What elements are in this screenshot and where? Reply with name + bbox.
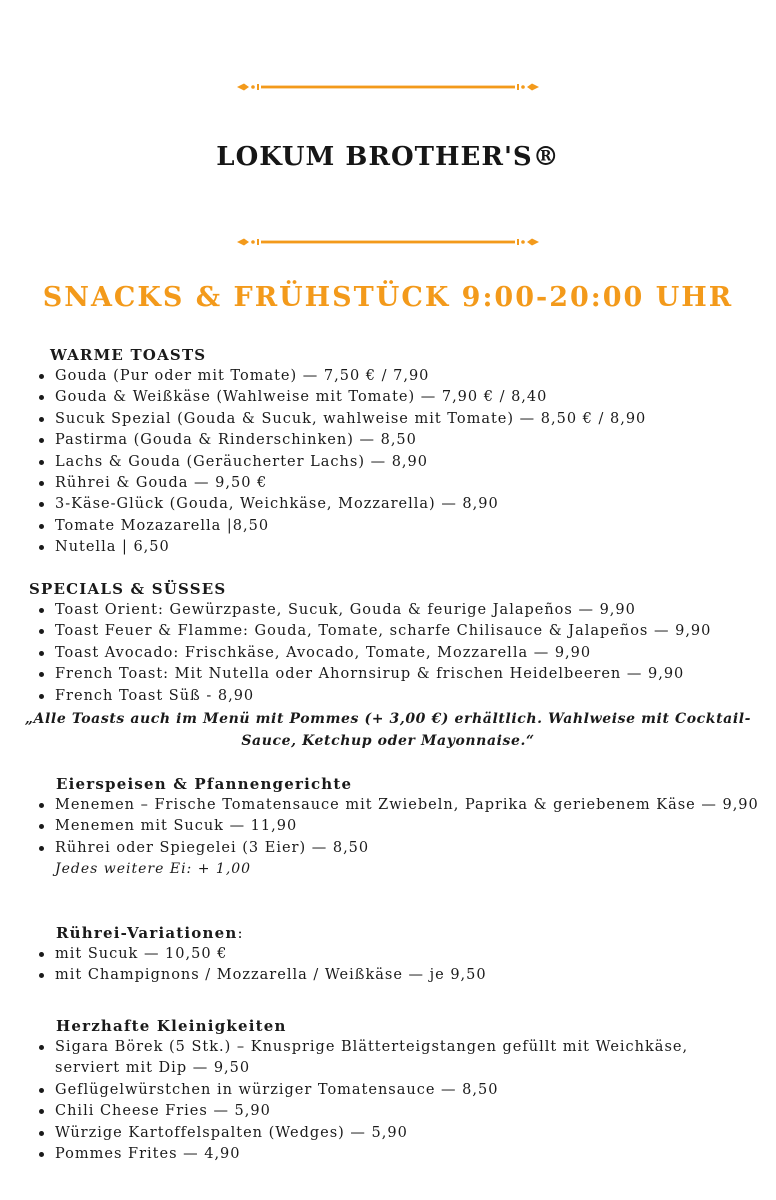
menu-item: Toast Feuer & Flamme: Gouda, Tomate, scharfe Chilisauce & Jalapeños — 9,90 [36, 621, 776, 642]
menu-item: Lachs & Gouda (Geräucherter Lachs) — 8,90 [36, 452, 776, 473]
menu-item: Geflügelwürstchen in würziger Tomatensauce — 8,50 [36, 1080, 736, 1101]
menu-title: SNACKS & FRÜHSTÜCK 9:00-20:00 UHR [42, 282, 734, 313]
item-list [0, 944, 776, 987]
section-heading: Herzhafte Kleinigkeiten [56, 1017, 287, 1035]
section-heading: SPECIALS & SÜSSES [29, 580, 227, 598]
menu-item: Chili Cheese Fries — 5,90 [36, 1101, 736, 1122]
section-heading: WARME TOASTS [50, 346, 207, 364]
section-eierspeisen [0, 773, 776, 881]
section-herzhafte-kleinigkeiten [0, 1015, 776, 1165]
menu-item: Menemen mit Sucuk — 11,90 [36, 816, 766, 837]
section-heading-text: Rührei-Variationen [56, 924, 238, 942]
menu-note-tagline: „Alle Toasts auch im Menü mit Pommes (+ 3,00 €) erhältlich. Wahlweise mit Cocktail-Sauce, Ketchup oder Mayonnaise.“ [24, 711, 752, 749]
menu-item: Rührei oder Spiegelei (3 Eier) — 8,50 [36, 838, 766, 859]
menu-item: Pastirma (Gouda & Rinderschinken) — 8,50 [36, 430, 776, 451]
item-list [0, 1037, 736, 1165]
ornament-divider-bottom [236, 236, 540, 248]
extra-egg-note: Jedes weitere Ei: + 1,00 [55, 861, 252, 878]
item-list [0, 600, 776, 707]
menu-item: Pommes Frites — 4,90 [36, 1144, 736, 1165]
section-heading [0, 922, 776, 944]
menu-item: Toast Avocado: Frischkäse, Avocado, Tomate, Mozzarella — 9,90 [36, 643, 776, 664]
menu-item: 3-Käse-Glück (Gouda, Weichkäse, Mozzarella) — 8,90 [36, 494, 776, 515]
section-heading-colon: : [237, 924, 244, 942]
ornament-divider-top [236, 81, 540, 93]
section-ruehrei-variationen [0, 922, 776, 987]
menu-item: Nutella | 6,50 [36, 537, 776, 558]
section-heading: Eierspeisen & Pfannengerichte [56, 775, 353, 793]
section-specials [0, 578, 776, 707]
menu-item: mit Champignons / Mozzarella / Weißkäse — je 9,50 [36, 965, 776, 986]
menu-item: Sucuk Spezial (Gouda & Sucuk, wahlweise mit Tomate) — 8,50 € / 8,90 [36, 409, 776, 430]
item-list [0, 795, 766, 859]
item-list [0, 366, 776, 559]
menu-item: Würzige Kartoffelspalten (Wedges) — 5,90 [36, 1123, 736, 1144]
menu-item: French Toast: Mit Nutella oder Ahornsirup & frischen Heidelbeeren — 9,90 [36, 664, 776, 685]
menu-item: Toast Orient: Gewürzpaste, Sucuk, Gouda & feurige Jalapeños — 9,90 [36, 600, 776, 621]
menu-item: Menemen – Frische Tomatensauce mit Zwiebeln, Paprika & geriebenem Käse — 9,90 [36, 795, 766, 816]
section-warme-toasts [0, 344, 776, 559]
brand-name: LOKUM BROTHER'S® [216, 142, 560, 172]
menu-item: Tomate Mozazarella |8,50 [36, 516, 776, 537]
menu-item: Gouda (Pur oder mit Tomate) — 7,50 € / 7,90 [36, 366, 776, 387]
menu-item: Gouda & Weißkäse (Wahlweise mit Tomate) — 7,90 € / 8,40 [36, 387, 776, 408]
menu-item: French Toast Süß - 8,90 [36, 686, 776, 707]
menu-item: Sigara Börek (5 Stk.) – Knusprige Blätterteigstangen gefüllt mit Weichkäse, serviert mit Dip — 9,50 [36, 1037, 736, 1080]
menu-item: Rührei & Gouda — 9,50 € [36, 473, 776, 494]
menu-item: mit Sucuk — 10,50 € [36, 944, 776, 965]
